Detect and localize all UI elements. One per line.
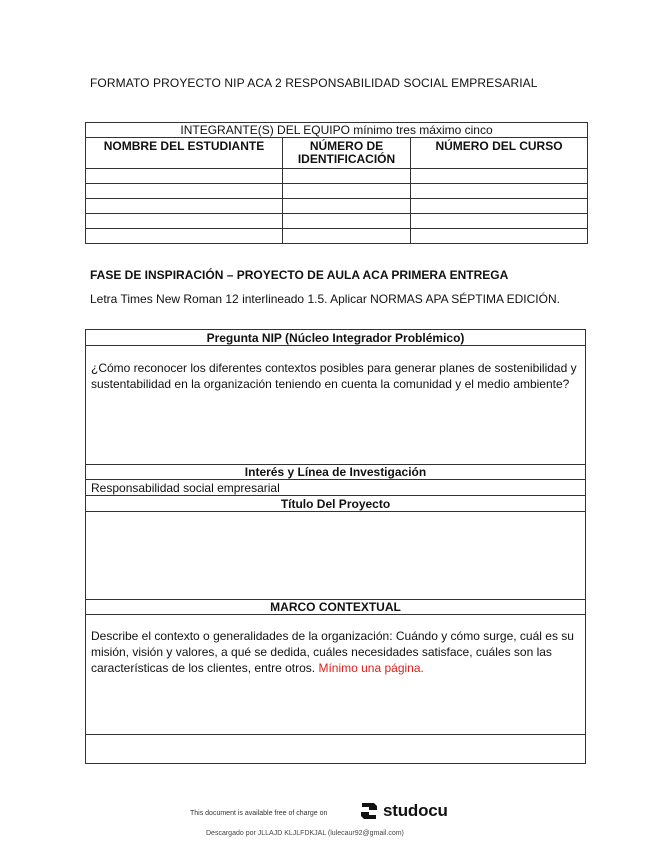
nip-question-text: ¿Cómo reconocer los diferentes contextos posibles para generar planes de sostenibilidad y sustentabilidad en la organización teniendo en cuenta la comunidad y el medio ambiente? — [91, 361, 577, 391]
table-cell[interactable] — [411, 214, 588, 229]
phase-heading: FASE DE INSPIRACIÓN – PROYECTO DE AULA ACA PRIMERA ENTREGA — [90, 268, 509, 282]
header-course-number: NÚMERO DEL CURSO — [411, 138, 588, 169]
project-title-header: Título Del Proyecto — [86, 496, 585, 512]
divider — [86, 734, 585, 735]
header-id-number: NÚMERO DE IDENTIFICACIÓN — [283, 138, 411, 169]
table-row — [86, 214, 588, 229]
table-cell[interactable] — [86, 199, 283, 214]
project-title-field[interactable] — [86, 513, 585, 599]
table-cell[interactable] — [411, 169, 588, 184]
table-cell[interactable] — [283, 184, 411, 199]
table-cell[interactable] — [86, 169, 283, 184]
table-cell[interactable] — [86, 184, 283, 199]
table-cell[interactable] — [283, 199, 411, 214]
table-cell[interactable] — [86, 214, 283, 229]
interest-header: Interés y Línea de Investigación — [86, 464, 585, 480]
downloaded-by: Descargado por JLLAJD KLJLFDKJAL (lulecaur92@gmail.com) — [206, 830, 404, 837]
table-cell[interactable] — [411, 199, 588, 214]
table-cell[interactable] — [283, 169, 411, 184]
studocu-logo[interactable] — [358, 800, 448, 822]
availability-text: This document is available free of charge on — [190, 810, 328, 817]
format-instructions: Letra Times New Roman 12 interlineado 1.5. Aplicar NORMAS APA SÉPTIMA EDICIÓN. — [90, 292, 560, 306]
table-cell[interactable] — [86, 229, 283, 244]
table-row — [86, 169, 588, 184]
studocu-brand: studocu — [383, 801, 448, 820]
document-title: FORMATO PROYECTO NIP ACA 2 RESPONSABILIDAD SOCIAL EMPRESARIAL — [90, 76, 538, 90]
table-row — [86, 184, 588, 199]
table-cell[interactable] — [283, 229, 411, 244]
context-note: Mínimo una página. — [318, 661, 424, 675]
table-cell[interactable] — [283, 214, 411, 229]
project-form — [85, 329, 586, 764]
team-table-caption: INTEGRANTE(S) DEL EQUIPO mínimo tres máximo cinco — [86, 123, 588, 138]
table-row — [86, 199, 588, 214]
table-cell[interactable] — [411, 229, 588, 244]
context-header: MARCO CONTEXTUAL — [86, 599, 585, 615]
context-text: Describe el contexto o generalidades de la organización: Cuándo y cómo surge, cuál es su misión, visión y valores, a qué se dedida, cuáles necesidades satisface, cuáles son las características de los clientes, entre otros. Mínimo una página. — [91, 629, 574, 675]
header-student-name: NOMBRE DEL ESTUDIANTE — [86, 138, 283, 169]
studocu-logo-icon — [358, 800, 380, 822]
table-cell[interactable] — [411, 184, 588, 199]
interest-value[interactable]: Responsabilidad social empresarial — [86, 480, 585, 496]
table-row — [86, 229, 588, 244]
team-table — [85, 122, 588, 244]
nip-question-header: Pregunta NIP (Núcleo Integrador Problémico) — [86, 330, 585, 346]
